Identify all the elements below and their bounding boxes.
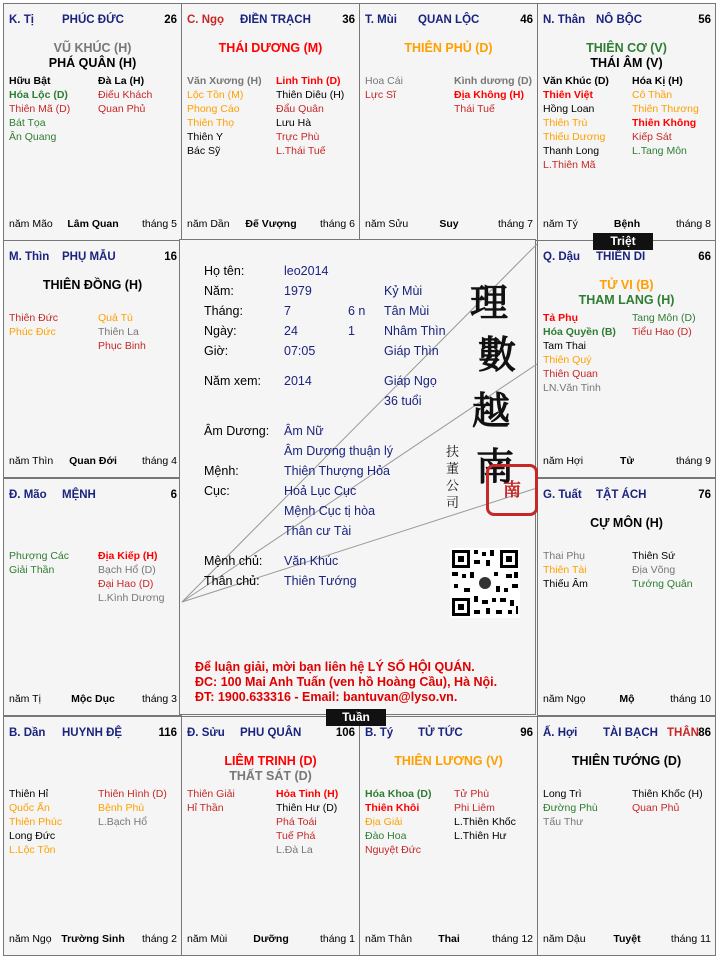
minor-star: Địa Kiếp (H) (98, 550, 158, 562)
palace-header (9, 727, 177, 741)
minor-star: Lộc Tồn (M) (187, 89, 244, 101)
main-star: THAM LANG (H) (578, 293, 675, 307)
palace-name: MỆNH (62, 489, 96, 501)
minor-star: Quan Phủ (98, 103, 146, 115)
minor-star: Hoa Cái (365, 75, 403, 87)
palace-header (543, 14, 711, 28)
dai-han-number: 96 (520, 727, 533, 739)
minor-star: Đào Hoa (365, 830, 407, 842)
view-year-label: Năm xem: (204, 374, 261, 388)
minor-star: Tiểu Hao (D) (632, 326, 692, 338)
minor-star: Quả Tú (98, 312, 133, 324)
month-label: tháng 2 (141, 933, 177, 945)
palace-footer (543, 933, 711, 946)
truong-sinh-stage: Mộc Dục (71, 693, 115, 705)
minor-star: L.Bạch Hổ (98, 816, 148, 828)
truong-sinh-stage: Suy (439, 218, 459, 230)
minor-star: Hữu Bật (9, 75, 51, 87)
palace-header (543, 489, 711, 503)
main-star: THÁI DƯƠNG (M) (218, 41, 323, 55)
palace-footer (9, 933, 177, 946)
palace-cell-suu[interactable] (181, 716, 360, 956)
year-label: Năm: (204, 284, 234, 298)
cuc-value-3: Thân cư Tài (284, 524, 352, 538)
hour-value: 07:05 (284, 344, 316, 358)
view-year-can: Giáp Ngọ (384, 374, 437, 388)
minor-star: L.Đà La (276, 844, 313, 856)
can-chi-label: C. Ngọ (187, 14, 225, 26)
month-label: tháng 4 (141, 455, 177, 467)
cuc-value-1: Hoả Lục Cục (284, 484, 357, 498)
minor-star: Phúc Đức (9, 326, 56, 338)
minor-star: L.Thiên Mã (543, 159, 596, 171)
palace-name: ĐIỀN TRẠCH (240, 14, 311, 26)
day-extra: 1 (348, 324, 355, 338)
palace-name: TÀI BẠCH (603, 727, 658, 739)
minor-star: L.Thiên Khốc (454, 816, 516, 828)
main-star: LIÊM TRINH (D) (224, 754, 317, 768)
amduong-value-2: Âm Dương thuận lý (284, 444, 393, 458)
month-value: 7 (284, 304, 291, 318)
tieu-han-year: năm Mão (9, 218, 53, 230)
truong-sinh-stage: Đế Vượng (245, 218, 297, 230)
main-star: THẤT SÁT (D) (229, 769, 312, 783)
minor-star: Tam Thai (543, 340, 586, 352)
truong-sinh-stage: Tuyệt (613, 933, 641, 945)
tieu-han-year: năm Tý (543, 218, 578, 230)
month-can: Tân Mùi (384, 304, 430, 318)
truong-sinh-stage: Dưỡng (253, 933, 289, 945)
month-label: tháng 10 (670, 693, 711, 705)
name-value: leo2014 (284, 264, 329, 278)
logo-char-2: 數 (478, 332, 517, 377)
minor-star: Tang Môn (D) (632, 312, 696, 324)
main-star: PHÁ QUÂN (H) (48, 56, 137, 70)
palace-name: PHỤ MẪU (62, 251, 116, 263)
palace-cell-thin[interactable] (3, 240, 182, 478)
minor-star: Long Trì (543, 788, 582, 800)
can-chi-label: M. Thìn (9, 251, 50, 263)
truong-sinh-stage: Quan Đới (69, 455, 117, 467)
menh-label: Mệnh: (204, 464, 239, 478)
tieu-han-year: năm Sửu (365, 218, 409, 230)
minor-star: Thái Tuế (454, 103, 495, 115)
truong-sinh-stage: Bệnh (613, 218, 641, 230)
dai-han-number: 106 (335, 727, 355, 739)
minor-star: Thiên Hình (D) (98, 788, 167, 800)
palace-header (543, 727, 711, 741)
month-label: tháng 8 (675, 218, 711, 230)
month-label: tháng 3 (141, 693, 177, 705)
minor-star: Hồng Loan (543, 103, 595, 115)
minor-star: Thiên La (98, 326, 139, 338)
month-label: tháng 11 (670, 933, 711, 945)
can-chi-label: G. Tuất (543, 489, 582, 501)
minor-star: Thiên Thương (632, 103, 699, 115)
minor-star: Hỉ Thần (187, 802, 224, 814)
palace-name: TẬT ÁCH (596, 489, 647, 501)
minor-star: Thiên Y (187, 131, 223, 143)
minor-star: Lực Sĩ (365, 89, 396, 101)
minor-star: Bát Tọa (9, 117, 46, 129)
minor-star: Linh Tinh (D) (276, 75, 341, 87)
minor-star: Phá Toái (276, 816, 317, 828)
month-label: Tháng: (204, 304, 243, 318)
palace-cell-than-top[interactable] (537, 3, 716, 241)
palace-name: TỬ TỨC (418, 727, 463, 739)
minor-star: Thiếu Dương (543, 131, 606, 143)
cuc-value-2: Mệnh Cục tị hòa (284, 504, 376, 518)
can-chi-label: Ấ. Hợi (543, 727, 578, 739)
minor-star: Hóa Quyền (B) (543, 326, 616, 338)
minor-star: Điếu Khách (98, 89, 153, 101)
minor-star: Đà La (H) (98, 75, 145, 87)
minor-star: Thanh Long (543, 145, 600, 157)
minor-star: Tử Phù (454, 788, 490, 800)
contact-line-2: ĐC: 100 Mai Anh Tuấn (ven hồ Hoàng Cầu), Hà Nội. (195, 675, 498, 689)
minor-star: Thiên Tài (543, 564, 587, 576)
minor-star: Phi Liêm (454, 802, 495, 814)
view-year-value: 2014 (284, 374, 312, 388)
minor-star: Thiên Giải (187, 788, 235, 800)
main-star: THIÊN PHỦ (D) (404, 41, 493, 55)
minor-star: Thiên Việt (543, 89, 593, 101)
palace-footer (365, 933, 533, 946)
age-value: 36 tuổi (384, 394, 422, 408)
palace-header (543, 251, 711, 265)
month-label: tháng 6 (319, 218, 355, 230)
minor-star: Bác Sỹ (187, 145, 221, 157)
minor-star: Thiên Hư (D) (276, 802, 338, 814)
truong-sinh-stage: Tử (619, 455, 635, 467)
month-label: tháng 5 (141, 218, 177, 230)
minor-star: Hóa Khoa (D) (365, 788, 432, 800)
minor-star: Trực Phù (276, 131, 320, 143)
palace-cell-ty[interactable] (359, 716, 538, 956)
palace-cell-dan[interactable] (3, 716, 182, 956)
cuc-label: Cục: (204, 484, 230, 498)
month-label: tháng 7 (497, 218, 533, 230)
day-value: 24 (284, 324, 298, 338)
minor-star: Kiếp Sát (632, 131, 672, 143)
palace-cell-hoi[interactable] (537, 716, 716, 956)
minor-star: Đường Phù (543, 802, 598, 814)
day-label: Ngày: (204, 324, 237, 338)
palace-name: PHU QUÂN (240, 727, 302, 739)
tieu-han-year: năm Hợi (543, 455, 584, 467)
can-chi-label: B. Dần (9, 727, 46, 739)
main-star: VŨ KHÚC (H) (53, 41, 132, 55)
minor-star: Văn Xương (H) (187, 75, 262, 87)
palace-footer (187, 933, 355, 946)
minor-star: L.Thiên Hư (454, 830, 507, 842)
dai-han-number: 66 (698, 251, 711, 263)
tieu-han-year: năm Thìn (9, 455, 54, 467)
logo-char-1: 理 (470, 280, 509, 325)
tieu-han-year: năm Tị (9, 693, 41, 705)
minor-star: Phượng Các (9, 550, 70, 562)
minor-star: Thiên Khốc (H) (632, 788, 703, 800)
tieu-han-year: năm Dần (187, 218, 230, 230)
minor-star: Tả Phụ (543, 312, 579, 324)
minor-star: Địa Không (H) (454, 89, 524, 101)
hour-can: Giáp Thìn (384, 344, 439, 358)
dai-han-number: 16 (164, 251, 177, 263)
palace-name: NÔ BỘC (596, 14, 642, 26)
palace-cell-dau[interactable] (537, 240, 716, 478)
year-can: Kỷ Mùi (384, 284, 423, 298)
palace-name: HUYNH ĐỆ (62, 727, 123, 739)
logo-side-text: 扶董公司 (446, 445, 460, 511)
truong-sinh-stage: Mộ (619, 693, 635, 705)
menh-value: Thiên Thượng Hỏa (284, 464, 390, 478)
palace-name: QUAN LỘC (418, 14, 480, 26)
palace-cell-mao[interactable] (3, 478, 182, 716)
main-star: THIÊN ĐỒNG (H) (42, 278, 143, 292)
palace-header (9, 251, 177, 265)
minor-star: Thiên Thọ (187, 117, 235, 129)
palace-header (9, 489, 177, 503)
minor-star: Địa Võng (632, 564, 676, 576)
minor-star: Thai Phụ (543, 550, 586, 562)
day-can: Nhâm Thìn (384, 324, 446, 338)
minor-star: Quốc Ấn (9, 802, 50, 814)
contact-line-1: Để luận giải, mời bạn liên hệ LÝ SỐ HỘI QUÁN. (195, 660, 475, 674)
minor-star: Bệnh Phù (98, 802, 145, 814)
tuan-tag: Tuần (326, 709, 386, 726)
can-chi-label: B. Tý (365, 727, 394, 739)
palace-header (365, 727, 533, 741)
minor-star: Văn Khúc (D) (543, 75, 609, 87)
palace-cell-mui-top[interactable] (359, 3, 538, 241)
minor-star: Địa Giải (365, 816, 403, 828)
center-info-panel (179, 239, 536, 715)
can-chi-label: K. Tị (9, 14, 34, 26)
palace-footer (543, 455, 711, 468)
palace-footer (187, 218, 355, 231)
palace-header (187, 727, 355, 741)
qr-code[interactable] (450, 548, 520, 618)
minor-star: Hỏa Tinh (H) (276, 788, 339, 800)
palace-footer (365, 218, 533, 231)
minor-star: Phong Cáo (187, 103, 240, 115)
can-chi-label: Q. Dậu (543, 251, 581, 263)
minor-star: L.Thái Tuế (276, 145, 326, 157)
dai-han-number: 86 (698, 727, 711, 739)
can-chi-label: Đ. Mão (9, 489, 47, 501)
dai-han-number: 26 (164, 14, 177, 26)
minor-star: Long Đức (9, 830, 56, 842)
minor-star: Tấu Thư (543, 816, 584, 828)
minor-star: Cô Thần (632, 89, 673, 101)
dai-han-number: 76 (698, 489, 711, 501)
dai-han-number: 116 (158, 727, 177, 739)
palace-header (9, 14, 177, 28)
minor-star: Giải Thần (9, 564, 55, 576)
minor-star: Thiên Quý (543, 354, 592, 366)
hour-label: Giờ: (204, 344, 229, 358)
logo-char-3: 越 (472, 388, 511, 433)
palace-header (365, 14, 533, 28)
minor-star: Thiên Đức (9, 312, 59, 324)
main-star: THIÊN TƯỚNG (D) (571, 754, 682, 768)
minor-star: Thiên Quan (543, 368, 598, 380)
year-value: 1979 (284, 284, 312, 298)
tieu-han-year: năm Thân (365, 933, 413, 945)
minor-star: Thiên Diêu (H) (276, 89, 345, 101)
minor-star: Thiên Phúc (9, 816, 63, 828)
minor-star: Thiên Không (632, 117, 697, 129)
minor-star: Thiếu Âm (543, 578, 588, 590)
minor-star: Nguyệt Đức (365, 844, 422, 856)
month-label: tháng 1 (319, 933, 355, 945)
minor-star: Ân Quang (9, 131, 57, 143)
palace-name: THIÊN DI (596, 251, 646, 263)
menh-chu-label: Mệnh chủ: (204, 554, 263, 568)
tieu-han-year: năm Ngọ (543, 693, 586, 705)
main-star: CỰ MÔN (H) (590, 516, 663, 530)
minor-star: Tướng Quân (632, 578, 693, 590)
logo-char-4: 南 (476, 444, 515, 489)
minor-star: Quan Phủ (632, 802, 680, 814)
minor-star: Tuế Phá (276, 830, 316, 842)
palace-footer (543, 693, 711, 706)
truong-sinh-stage: Lâm Quan (67, 218, 119, 230)
minor-star: Bạch Hổ (D) (98, 564, 156, 576)
month-extra: 6 n (348, 304, 366, 318)
minor-star: Hóa Kị (H) (632, 75, 683, 87)
palace-name: PHÚC ĐỨC (62, 14, 124, 26)
main-star: TỬ VI (B) (599, 278, 654, 292)
truong-sinh-stage: Thai (438, 933, 460, 945)
tieu-han-year: năm Ngọ (9, 933, 52, 945)
main-star: THIÊN CƠ (V) (586, 41, 667, 55)
than-chu-label: Thân chủ: (204, 574, 260, 588)
minor-star: Kình dương (D) (454, 75, 533, 87)
dai-han-number: 56 (698, 14, 711, 26)
minor-star: Thiên Trù (543, 117, 588, 129)
contact-line-3[interactable]: ĐT: 1900.633316 - Email: bantuvan@lyso.vn. (195, 690, 458, 704)
minor-star: Lưu Hà (276, 117, 312, 129)
dai-han-number: 46 (520, 14, 533, 26)
palace-header (187, 14, 355, 28)
minor-star: Phục Binh (98, 340, 146, 352)
tieu-han-year: năm Mùi (187, 933, 228, 945)
minor-star: Đại Hao (D) (98, 578, 154, 590)
than-chu-value: Thiên Tướng (284, 574, 357, 588)
minor-star: LN.Văn Tinh (543, 382, 601, 394)
month-label: tháng 9 (675, 455, 711, 467)
palace-footer (543, 218, 711, 231)
can-chi-label: Đ. Sửu (187, 727, 225, 739)
minor-star: Thiên Sứ (632, 550, 676, 562)
palace-footer (9, 693, 177, 706)
tieu-han-year: năm Dậu (543, 933, 586, 945)
than-marker: THÂN (667, 727, 699, 739)
palace-cell-ngo[interactable] (181, 3, 360, 241)
minor-star: Thiên Mã (D) (9, 103, 71, 115)
main-star: THIÊN LƯƠNG (V) (394, 754, 503, 768)
minor-star: L.Tang Môn (632, 145, 687, 157)
minor-star: Thiên Hỉ (9, 788, 49, 800)
truong-sinh-stage: Trường Sinh (61, 933, 125, 945)
dai-han-number: 36 (342, 14, 355, 26)
can-chi-label: N. Thân (543, 14, 586, 26)
main-star: THÁI ÂM (V) (590, 56, 663, 70)
minor-star: L.Kình Dương (98, 592, 165, 604)
amduong-label: Âm Dương: (204, 424, 270, 438)
triet-tag: Triệt (593, 233, 653, 250)
red-seal-stamp: 南 (486, 464, 538, 516)
name-label: Họ tên: (204, 264, 245, 278)
can-chi-label: T. Mùi (365, 14, 397, 26)
palace-footer (9, 455, 177, 468)
amduong-value-1: Âm Nữ (284, 424, 324, 438)
minor-star: Hóa Lộc (D) (9, 89, 68, 101)
minor-star: L.Lộc Tồn (9, 844, 56, 856)
dai-han-number: 6 (170, 489, 177, 501)
minor-star: Thiên Khôi (365, 802, 420, 814)
palace-cell-ti[interactable] (3, 3, 182, 241)
minor-star: Đẩu Quân (276, 103, 324, 115)
palace-footer (9, 218, 177, 231)
month-label: tháng 12 (492, 933, 533, 945)
palace-cell-tuat[interactable] (537, 478, 716, 716)
menh-chu-value: Văn Khúc (284, 554, 339, 568)
